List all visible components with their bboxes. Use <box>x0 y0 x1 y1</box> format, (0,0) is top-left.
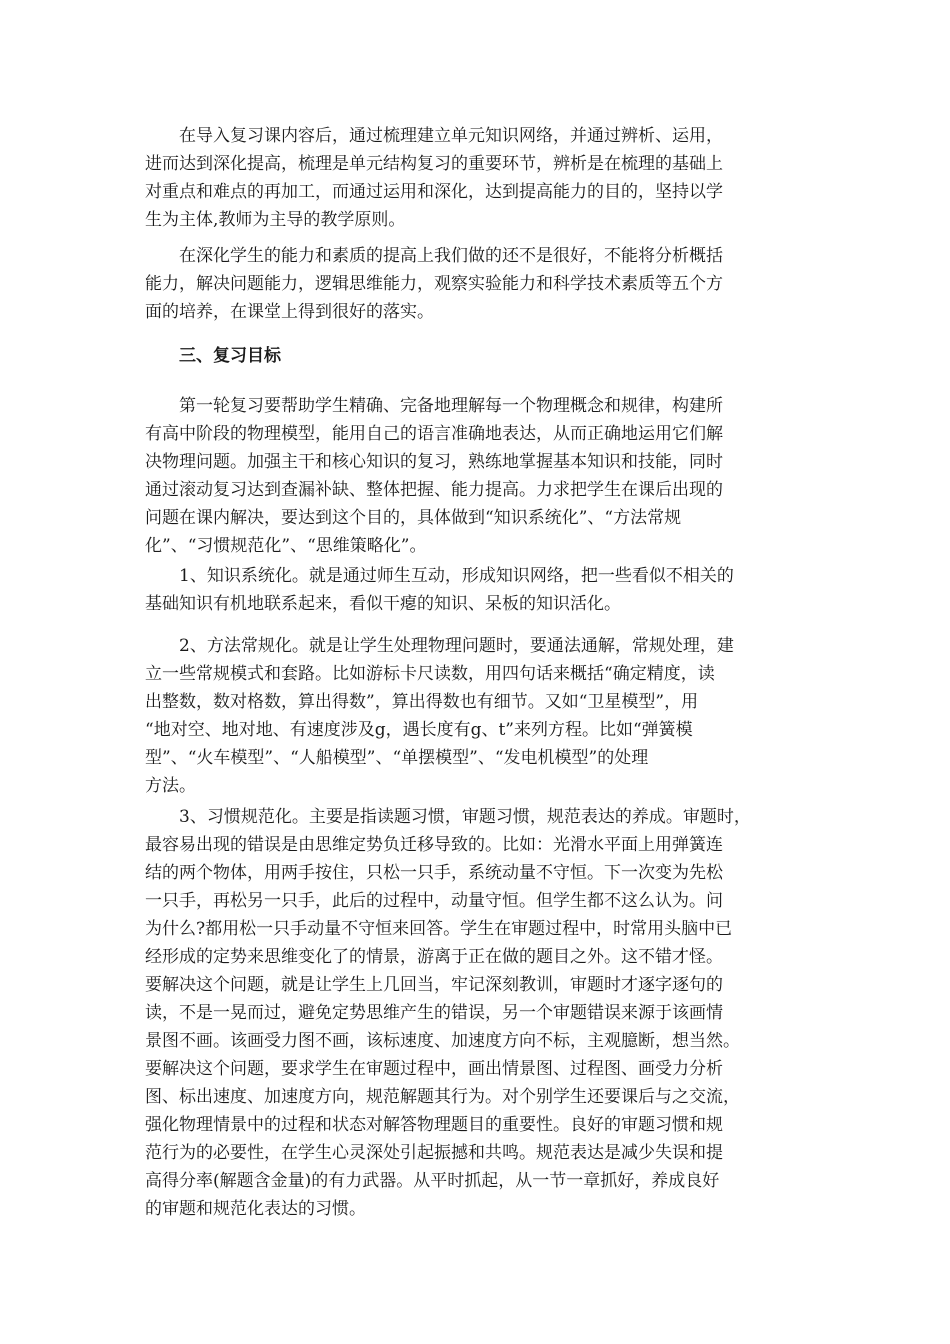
text-line: 一只手，再松另一只手，此后的过程中，动量守恒。但学生都不这么认为。问 <box>145 891 723 911</box>
paragraph-method-routinization <box>145 632 805 800</box>
text-line: 景图不画。该画受力图不画，该标速度、加速度方向不标，主观臆断，想当然。 <box>145 1031 740 1051</box>
paragraph-ability-quality <box>145 242 805 326</box>
text-line: 要解决这个问题，就是让学生上几回当，牢记深刻教训，审题时才逐字逐句的 <box>145 975 723 995</box>
text-line: 高得分率(解题含金量)的有力武器。从平时抓起，从一节一章抓好，养成良好 <box>145 1171 720 1191</box>
text-line: 范行为的必要性，在学生心灵深处引起振撼和共鸣。规范表达是减少失误和提 <box>145 1143 723 1163</box>
text-line: 生为主体,教师为主导的教学原则。 <box>145 210 406 230</box>
text-line: 结的两个物体，用两手按住，只松一只手，系统动量不守恒。下一次变为先松 <box>145 863 723 883</box>
text-line: 进而达到深化提高，梳理是单元结构复习的重要环节，辨析是在梳理的基础上 <box>145 154 723 174</box>
text-line: 第一轮复习要帮助学生精确、完备地理解每一个物理概念和规律，构建所 <box>145 396 723 416</box>
text-line: 基础知识有机地联系起来，看似干瘪的知识、呆板的知识活化。 <box>145 594 621 614</box>
text-line: 读，不是一晃而过，避免定势思维产生的错误，另一个审题错误来源于该画情 <box>145 1003 723 1023</box>
text-line: 有高中阶段的物理模型，能用自己的语言准确地表达，从而正确地运用它们解 <box>145 424 723 444</box>
text-line: 为什么?都用松一只手动量不守恒来回答。学生在审题过程中，时常用头脑中已 <box>145 919 733 939</box>
text-line: 图、标出速度、加速度方向，规范解题其行为。对个别学生还要课后与之交流， <box>145 1087 740 1107</box>
text-line: 能力，解决问题能力，逻辑思维能力，观察实验能力和科学技术素质等五个方 <box>145 274 723 294</box>
text-line: 出整数，数对格数，算出得数”，算出得数也有细节。又如“卫星模型”，用 <box>145 692 699 712</box>
text-line: 立一些常规模式和套路。比如游标卡尺读数，用四句话来概括“确定精度，读 <box>145 664 715 684</box>
text-line: 强化物理情景中的过程和状态对解答物理题目的重要性。良好的审题习惯和规 <box>145 1115 723 1135</box>
text-line: 最容易出现的错误是由思维定势负迁移导致的。比如：光滑水平面上用弹簧连 <box>145 835 723 855</box>
text-line: 方法。 <box>145 776 196 796</box>
text-line: 1、知识系统化。就是通过师生互动，形成知识网络，把一些看似不相关的 <box>145 566 734 586</box>
text-line: “地对空、地对地、有速度涉及g，遇长度有g、t”来列方程。比如“弹簧模 <box>145 720 693 740</box>
text-line: 的审题和规范化表达的习惯。 <box>145 1199 366 1219</box>
text-line: 型”、“火车模型”、“人船模型”、“单摆模型”、“发电机模型”的处理 <box>145 748 649 768</box>
text-line: 决物理问题。加强主干和核心知识的复习，熟练地掌握基本知识和技能，同时 <box>145 452 723 472</box>
heading-text: 三、复习目标 <box>145 346 281 366</box>
paragraph-habit-standardization <box>145 803 805 1223</box>
text-line: 在导入复习课内容后，通过梳理建立单元知识网络，并通过辨析、运用， <box>145 126 723 146</box>
text-line: 化”、“习惯规范化”、“思维策略化”。 <box>145 536 427 556</box>
text-line: 要解决这个问题，要求学生在审题过程中，画出情景图、过程图、画受力分析 <box>145 1059 723 1079</box>
text-line: 在深化学生的能力和素质的提高上我们做的还不是很好，不能将分析概括 <box>145 246 723 266</box>
paragraph-review-intro <box>145 122 805 234</box>
paragraph-knowledge-systematization <box>145 562 805 618</box>
text-line: 对重点和难点的再加工，而通过运用和深化，达到提高能力的目的，坚持以学 <box>145 182 723 202</box>
text-line: 问题在课内解决，要达到这个目的，具体做到“知识系统化”、“方法常规 <box>145 508 682 528</box>
text-line: 面的培养，在课堂上得到很好的落实。 <box>145 302 434 322</box>
text-line: 经形成的定势来思维变化了的情景，游离于正在做的题目之外。这不错才怪。 <box>145 947 723 967</box>
paragraph-first-round-review <box>145 392 805 560</box>
text-line: 3、习惯规范化。主要是指读题习惯，审题习惯，规范表达的养成。审题时， <box>145 807 751 827</box>
text-line: 2、方法常规化。就是让学生处理物理问题时，要通法通解，常规处理，建 <box>145 636 734 656</box>
text-line: 通过滚动复习达到查漏补缺、整体把握、能力提高。力求把学生在课后出现的 <box>145 480 723 500</box>
section-heading <box>145 342 805 370</box>
